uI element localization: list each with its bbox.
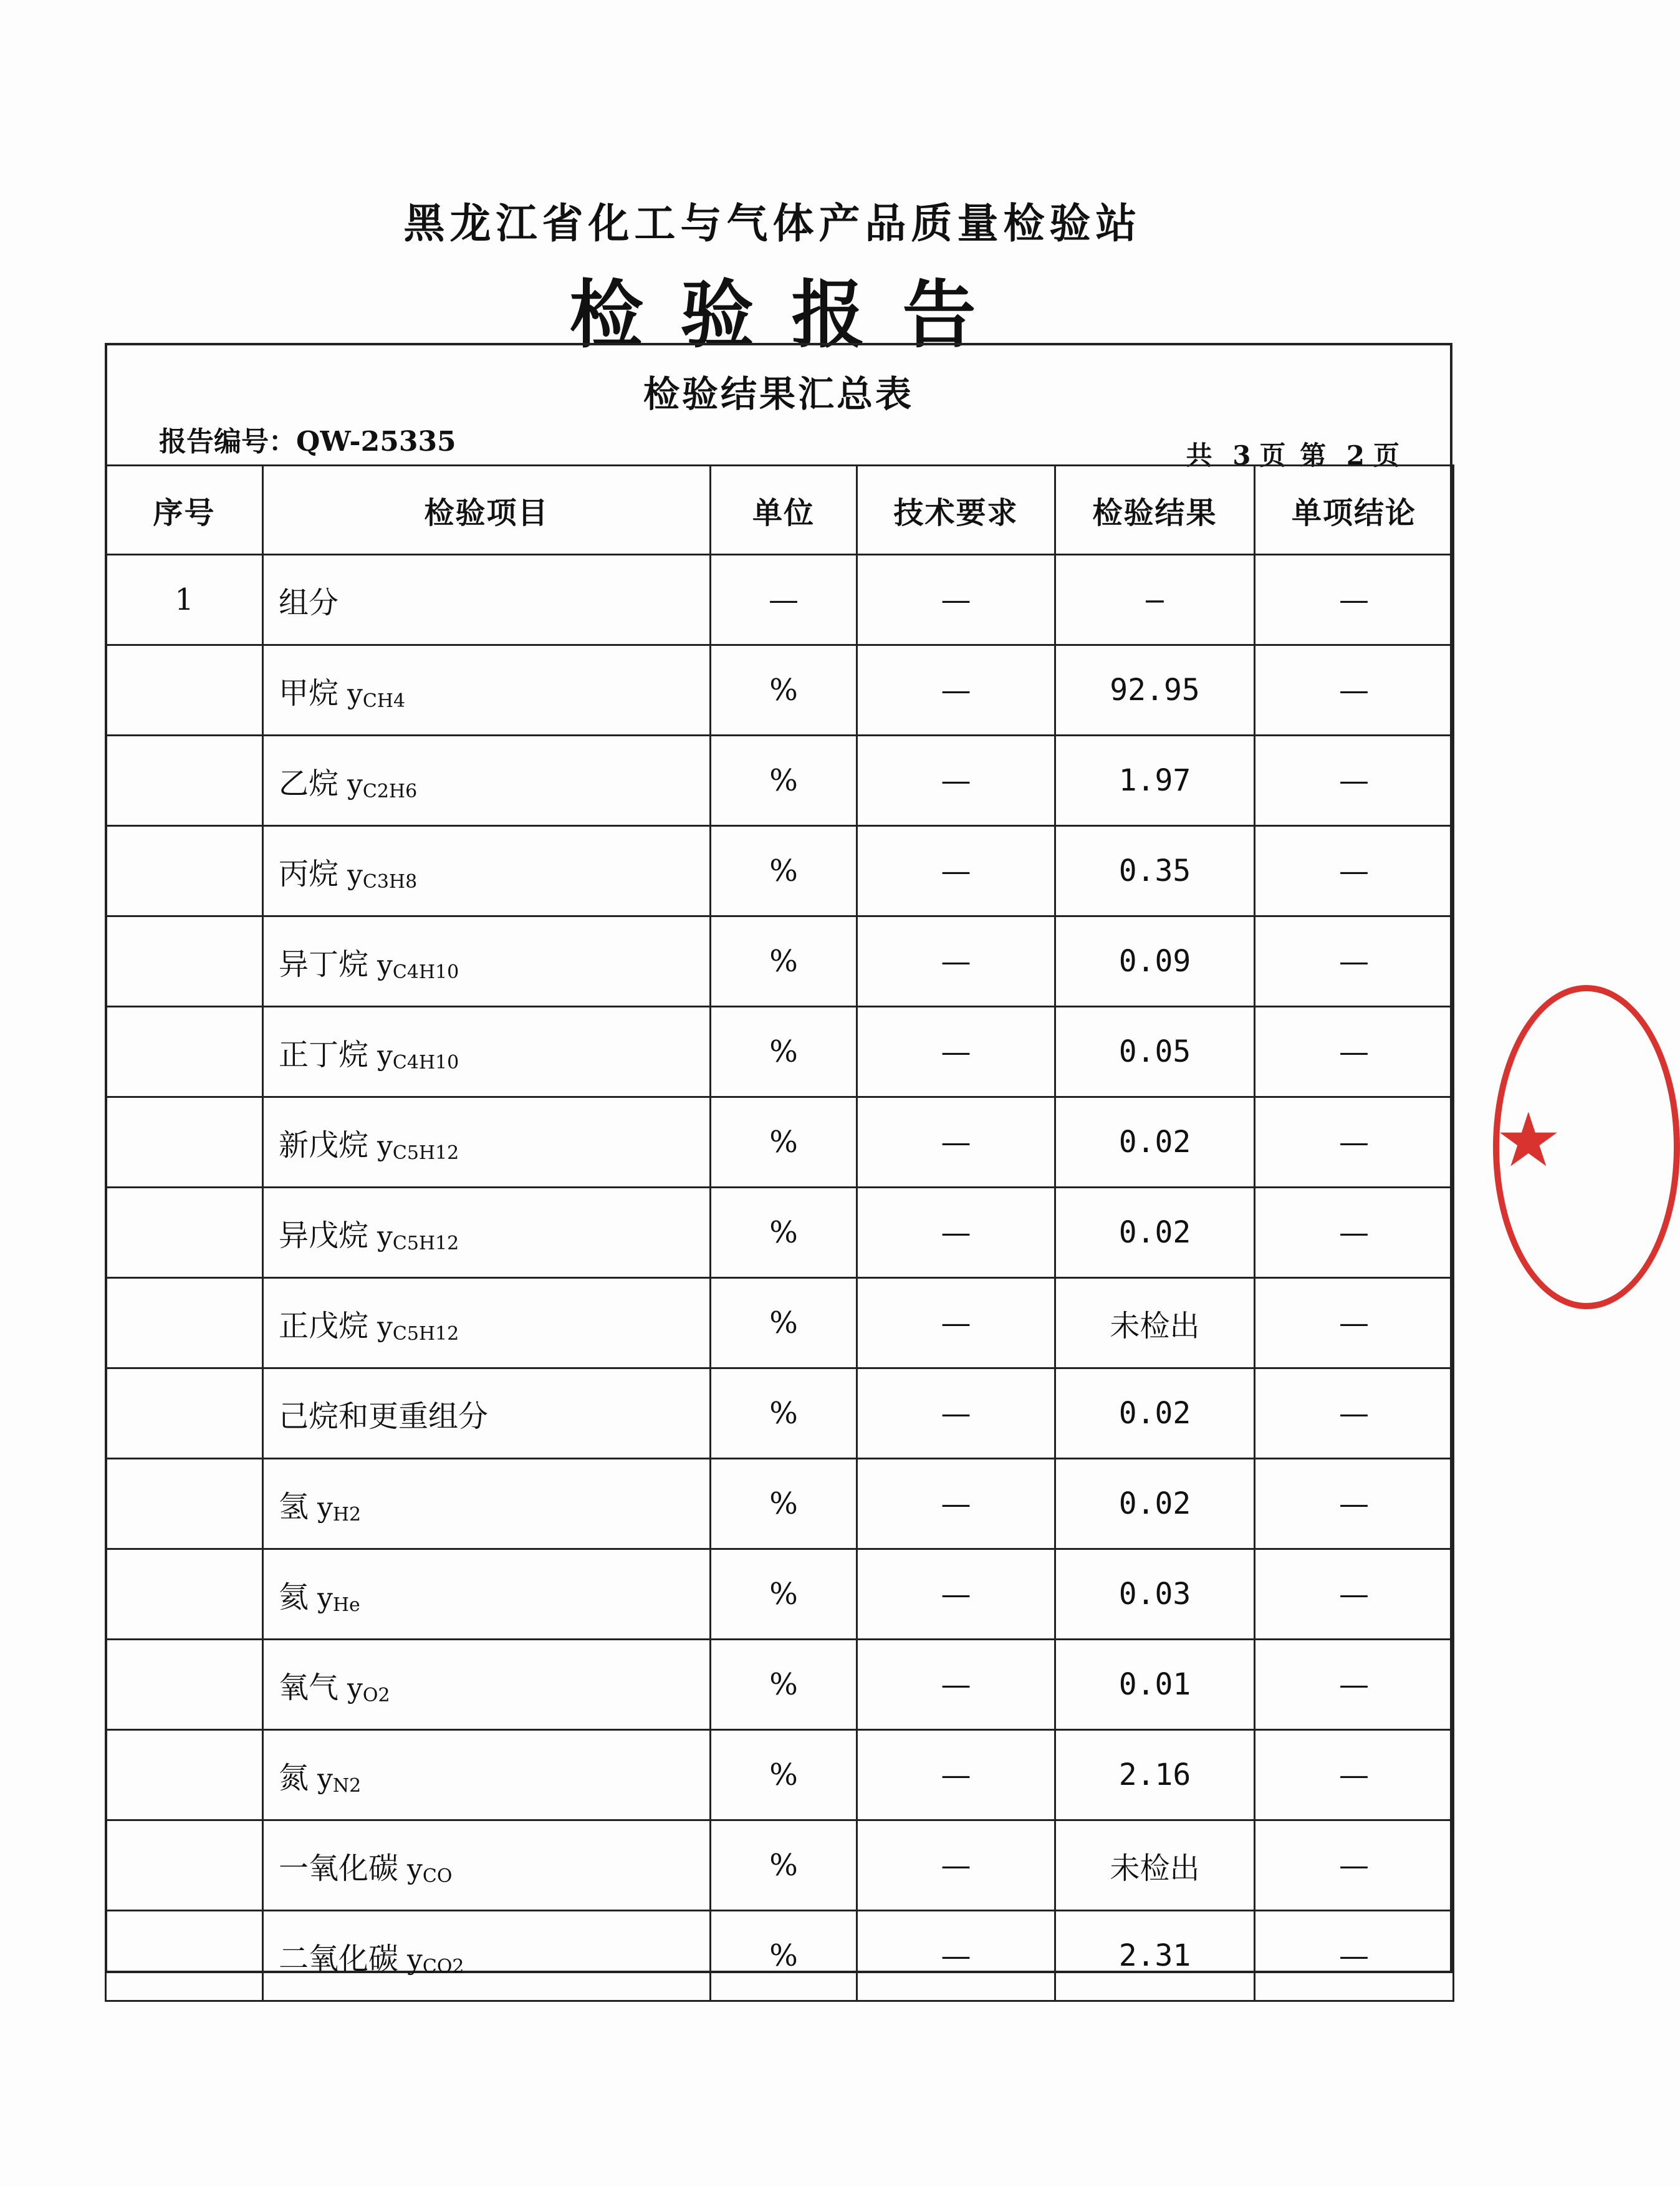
page-current: 2	[1346, 440, 1367, 471]
cell-item	[263, 736, 711, 826]
cell-result: 0.03	[1055, 1549, 1255, 1640]
cell-conclusion: —	[1255, 1640, 1454, 1730]
symbol	[347, 769, 417, 800]
cell-unit: %	[711, 645, 857, 736]
symbol-subscript: O2	[362, 1684, 390, 1706]
item-name: 丙烷	[279, 856, 339, 892]
cell-requirement: —	[857, 1549, 1055, 1640]
symbol-letter: y	[317, 1491, 333, 1524]
document-title: 检验报告	[569, 271, 1014, 358]
table-row	[106, 826, 1454, 916]
cell-conclusion: —	[1255, 1278, 1454, 1368]
table-row	[106, 1278, 1454, 1368]
cell-result: 0.01	[1055, 1640, 1255, 1730]
item-name: 组分	[279, 585, 339, 620]
cell-conclusion: —	[1255, 1820, 1454, 1911]
cell-requirement: —	[857, 1007, 1055, 1097]
cell-conclusion: —	[1255, 736, 1454, 826]
cell-unit: %	[711, 1188, 857, 1278]
item-name: 异戊烷	[279, 1218, 369, 1253]
cell-conclusion: —	[1255, 555, 1454, 645]
header-item: 检验项目	[263, 466, 711, 555]
header-conclusion: 单项结论	[1255, 466, 1454, 555]
table-header-row	[106, 466, 1454, 555]
symbol	[377, 949, 459, 981]
cell-result: 0.02	[1055, 1188, 1255, 1278]
cell-requirement: —	[857, 826, 1055, 916]
cell-requirement: —	[857, 736, 1055, 826]
cell-result: 0.02	[1055, 1459, 1255, 1549]
cell-unit: %	[711, 1459, 857, 1549]
symbol-letter: y	[347, 678, 363, 710]
cell-unit: %	[711, 1911, 857, 2001]
cell-conclusion: —	[1255, 1549, 1454, 1640]
cell-requirement: —	[857, 1459, 1055, 1549]
symbol-subscript: N2	[332, 1774, 362, 1797]
table-row	[106, 1188, 1454, 1278]
cell-no	[106, 1911, 263, 2001]
symbol	[377, 1311, 459, 1343]
cell-unit: %	[711, 1549, 857, 1640]
item-name: 新戊烷	[279, 1127, 369, 1163]
cell-conclusion: —	[1255, 1188, 1454, 1278]
table-row	[106, 1730, 1454, 1820]
table-row	[106, 1368, 1454, 1459]
cell-result: 1.97	[1055, 736, 1255, 826]
page-unit-2: 页	[1373, 440, 1402, 471]
cell-item	[263, 1188, 711, 1278]
summary-title: 检验结果汇总表	[643, 373, 914, 415]
cell-unit: %	[711, 916, 857, 1007]
cell-result: 未检出	[1055, 1820, 1255, 1911]
cell-no	[106, 1730, 263, 1820]
cell-no	[106, 1549, 263, 1640]
seal-star-icon: ★	[1495, 1097, 1562, 1184]
item-name: 异丁烷	[279, 946, 369, 982]
symbol-letter: y	[377, 949, 393, 981]
header-requirement: 技术要求	[857, 466, 1055, 555]
item-name: 氮	[279, 1760, 309, 1795]
cell-unit: %	[711, 1278, 857, 1368]
item-name: 氦	[279, 1579, 309, 1615]
cell-unit: %	[711, 1097, 857, 1188]
cell-item	[263, 1640, 711, 1730]
organization-name: 黑龙江省化工与气体产品质量检验站	[403, 199, 1142, 248]
table-row	[106, 555, 1454, 645]
table-row	[106, 1911, 1454, 2001]
symbol-letter: y	[347, 858, 363, 891]
cell-item	[263, 916, 711, 1007]
symbol-subscript: C3H8	[362, 870, 418, 893]
cell-requirement: —	[857, 1097, 1055, 1188]
item-name: 己烷和更重组分	[279, 1398, 489, 1434]
cell-conclusion: —	[1255, 916, 1454, 1007]
symbol	[317, 1763, 361, 1795]
cell-requirement: —	[857, 1278, 1055, 1368]
table-row	[106, 1007, 1454, 1097]
cell-no	[106, 736, 263, 826]
symbol	[407, 1944, 464, 1976]
cell-conclusion: —	[1255, 645, 1454, 736]
cell-result: —	[1055, 555, 1255, 645]
cell-result: 0.02	[1055, 1368, 1255, 1459]
page-total-prefix: 共	[1186, 440, 1215, 471]
cell-result: 92.95	[1055, 645, 1255, 736]
symbol-subscript: C5H12	[392, 1142, 459, 1164]
symbol	[317, 1492, 361, 1524]
item-name: 乙烷	[279, 766, 339, 801]
symbol	[377, 1221, 459, 1252]
cell-no	[106, 1459, 263, 1549]
symbol	[347, 678, 405, 710]
cell-no: 1	[106, 555, 263, 645]
cell-no	[106, 916, 263, 1007]
cell-requirement: —	[857, 1188, 1055, 1278]
cell-result: 2.31	[1055, 1911, 1255, 2001]
page-unit: 页	[1259, 440, 1289, 471]
symbol-subscript: C4H10	[392, 1051, 459, 1074]
table-row	[106, 1097, 1454, 1188]
page-total: 3	[1232, 440, 1254, 471]
symbol-subscript: C5H12	[392, 1322, 459, 1345]
symbol-letter: y	[317, 1762, 333, 1795]
cell-result: 0.05	[1055, 1007, 1255, 1097]
cell-requirement: —	[857, 1368, 1055, 1459]
cell-item	[263, 1549, 711, 1640]
symbol-subscript: C4H10	[392, 961, 459, 983]
cell-result: 未检出	[1055, 1278, 1255, 1368]
cell-item	[263, 1730, 711, 1820]
cell-conclusion: —	[1255, 1097, 1454, 1188]
table-row	[106, 645, 1454, 736]
cell-no	[106, 645, 263, 736]
cell-no	[106, 1007, 263, 1097]
cell-requirement: —	[857, 1911, 1055, 2001]
cell-item	[263, 645, 711, 736]
table-row	[106, 1820, 1454, 1911]
item-name: 二氧化碳	[279, 1941, 399, 1976]
cell-conclusion: —	[1255, 1007, 1454, 1097]
cell-requirement: —	[857, 555, 1055, 645]
cell-unit: %	[711, 1820, 857, 1911]
header-unit: 单位	[711, 466, 857, 555]
cell-requirement: —	[857, 916, 1055, 1007]
symbol-subscript: C5H12	[392, 1232, 459, 1254]
cell-no	[106, 1368, 263, 1459]
report-number-value: QW-25335	[296, 426, 456, 458]
cell-requirement: —	[857, 1640, 1055, 1730]
cell-conclusion: —	[1255, 1368, 1454, 1459]
header-no: 序号	[106, 466, 263, 555]
table-row	[106, 736, 1454, 826]
symbol	[377, 1130, 459, 1162]
item-name: 氧气	[279, 1670, 339, 1705]
cell-requirement: —	[857, 645, 1055, 736]
cell-result: 0.35	[1055, 826, 1255, 916]
cell-no	[106, 826, 263, 916]
symbol	[407, 1853, 452, 1885]
item-name: 氢	[279, 1489, 309, 1524]
symbol	[377, 1040, 459, 1072]
table-row	[106, 916, 1454, 1007]
symbol-letter: y	[347, 768, 363, 800]
cell-result: 0.09	[1055, 916, 1255, 1007]
cell-unit: %	[711, 1368, 857, 1459]
cell-no	[106, 1097, 263, 1188]
cell-no	[106, 1188, 263, 1278]
cell-conclusion: —	[1255, 826, 1454, 916]
table-row	[106, 1640, 1454, 1730]
cell-unit: %	[711, 1007, 857, 1097]
symbol-letter: y	[377, 1130, 393, 1162]
table-row	[106, 1459, 1454, 1549]
cell-no	[106, 1278, 263, 1368]
cell-no	[106, 1820, 263, 1911]
report-number-label: 报告编号：	[159, 426, 296, 458]
symbol-letter: y	[377, 1220, 393, 1252]
symbol-letter: y	[317, 1582, 333, 1614]
cell-unit: —	[711, 555, 857, 645]
symbol-letter: y	[407, 1853, 423, 1885]
symbol	[317, 1582, 360, 1614]
cell-item	[263, 1911, 711, 2001]
item-name: 正戊烷	[279, 1308, 369, 1343]
cell-conclusion: —	[1255, 1911, 1454, 2001]
cell-item	[263, 1459, 711, 1549]
header-result: 检验结果	[1055, 466, 1255, 555]
cell-unit: %	[711, 736, 857, 826]
item-name: 甲烷	[279, 675, 339, 711]
report-number	[159, 419, 456, 459]
cell-unit: %	[711, 1640, 857, 1730]
symbol	[347, 1673, 390, 1704]
symbol-subscript: C2H6	[362, 780, 418, 802]
item-name: 一氧化碳	[279, 1850, 399, 1886]
page-current-prefix: 第	[1300, 440, 1329, 471]
cell-no	[106, 1640, 263, 1730]
cell-unit: %	[711, 826, 857, 916]
cell-conclusion: —	[1255, 1730, 1454, 1820]
cell-item	[263, 1278, 711, 1368]
symbol-letter: y	[407, 1943, 423, 1976]
results-table	[105, 464, 1454, 2002]
cell-item	[263, 555, 711, 645]
symbol	[347, 859, 417, 891]
symbol-letter: y	[377, 1039, 393, 1072]
symbol-subscript: CO	[422, 1865, 453, 1887]
cell-result: 0.02	[1055, 1097, 1255, 1188]
cell-requirement: —	[857, 1820, 1055, 1911]
cell-unit: %	[711, 1730, 857, 1820]
symbol-subscript: He	[332, 1593, 360, 1616]
cell-item	[263, 1820, 711, 1911]
symbol-letter: y	[377, 1310, 393, 1343]
cell-conclusion: —	[1255, 1459, 1454, 1549]
cell-item	[263, 1007, 711, 1097]
cell-item	[263, 1368, 711, 1459]
item-name: 正丁烷	[279, 1037, 369, 1072]
cell-requirement: —	[857, 1730, 1055, 1820]
cell-item	[263, 1097, 711, 1188]
table-row	[106, 1549, 1454, 1640]
symbol-letter: y	[347, 1672, 363, 1704]
cell-result: 2.16	[1055, 1730, 1255, 1820]
symbol-subscript: H2	[332, 1503, 362, 1526]
symbol-subscript: CO2	[422, 1955, 464, 1978]
symbol-subscript: CH4	[362, 690, 406, 712]
cell-item	[263, 826, 711, 916]
